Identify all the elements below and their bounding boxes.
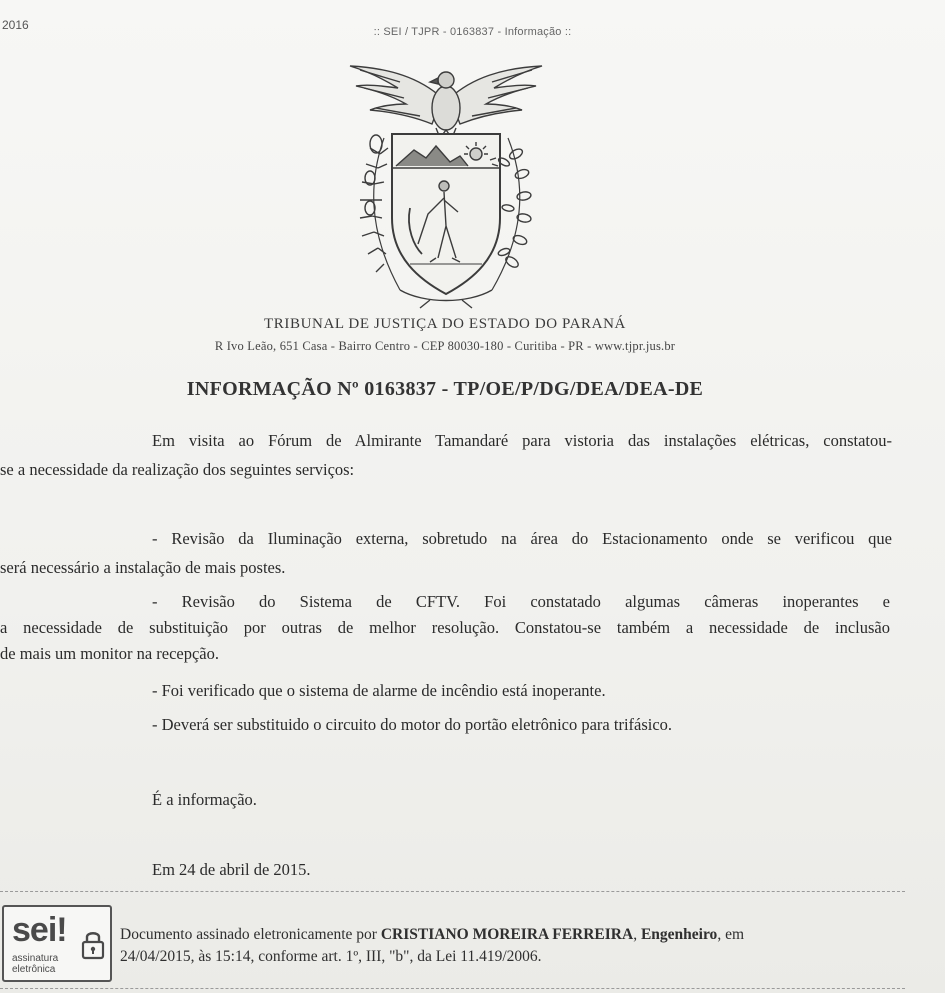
sei-badge-sub-line-1: assinatura <box>12 953 59 964</box>
signature-bottom-divider <box>0 988 905 989</box>
document-title: INFORMAÇÃO Nº 0163837 - TP/OE/P/DG/DEA/DEA-DE <box>186 378 704 400</box>
item-2-line-2: a necessidade de substituição por outras de melhor resolução. Constatou-se também a necessidade de inclusão <box>0 618 890 637</box>
intro-line-2: se a necessidade da realização dos seguintes serviços: <box>0 460 355 479</box>
item-2-line-1: - Revisão do Sistema de CFTV. Foi constatado algumas câmeras inoperantes e <box>152 592 890 611</box>
padlock-icon <box>80 927 106 961</box>
signature-line-1 <box>120 924 905 946</box>
item-2-line-3: de mais um monitor na recepção. <box>0 644 220 663</box>
header-reference: :: SEI / TJPR - 0163837 - Informação :: <box>373 26 572 38</box>
item-4-line-1: - Deverá ser substituido o circuito do motor do portão eletrônico para trifásico. <box>152 715 673 734</box>
sei-badge-subtitle <box>12 953 58 975</box>
sei-signature-badge <box>2 905 112 982</box>
item-1-line-2: será necessário a instalação de mais postes. <box>0 558 286 577</box>
organization-name: TRIBUNAL DE JUSTIÇA DO ESTADO DO PARANÁ <box>264 316 626 332</box>
signature-line-2: 24/04/2015, às 15:14, conforme art. 1º, III, "b", da Lei 11.419/2006. <box>120 948 542 965</box>
signature-suffix: , em <box>717 926 744 943</box>
signature-statement <box>120 924 905 968</box>
corner-year: 2016 <box>2 18 29 32</box>
sei-logo: sei! <box>12 911 67 949</box>
sei-badge-sub-line-2: eletrônica <box>12 964 56 975</box>
closing-text: É a informação. <box>152 790 257 809</box>
item-1-line-1: - Revisão da Iluminação externa, sobretudo na área do Estacionamento onde se verificou que <box>152 529 892 548</box>
document-date: Em 24 de abril de 2015. <box>152 860 311 879</box>
organization-address: R Ivo Leão, 651 Casa - Bairro Centro - CEP 80030-180 - Curitiba - PR - www.tjpr.jus.br <box>214 339 676 353</box>
signer-role: Engenheiro <box>640 926 718 943</box>
parana-coat-of-arms-icon <box>340 58 552 310</box>
signature-prefix: Documento assinado eletronicamente por <box>120 926 381 943</box>
signature-top-divider <box>0 891 905 892</box>
signature-comma: , <box>633 926 641 943</box>
intro-line-1: Em visita ao Fórum de Almirante Tamandaré para vistoria das instalações elétricas, constatou- <box>152 431 892 450</box>
item-3-line-1: - Foi verificado que o sistema de alarme de incêndio está inoperante. <box>152 681 606 700</box>
signer-name: CRISTIANO MOREIRA FERREIRA <box>380 926 634 943</box>
